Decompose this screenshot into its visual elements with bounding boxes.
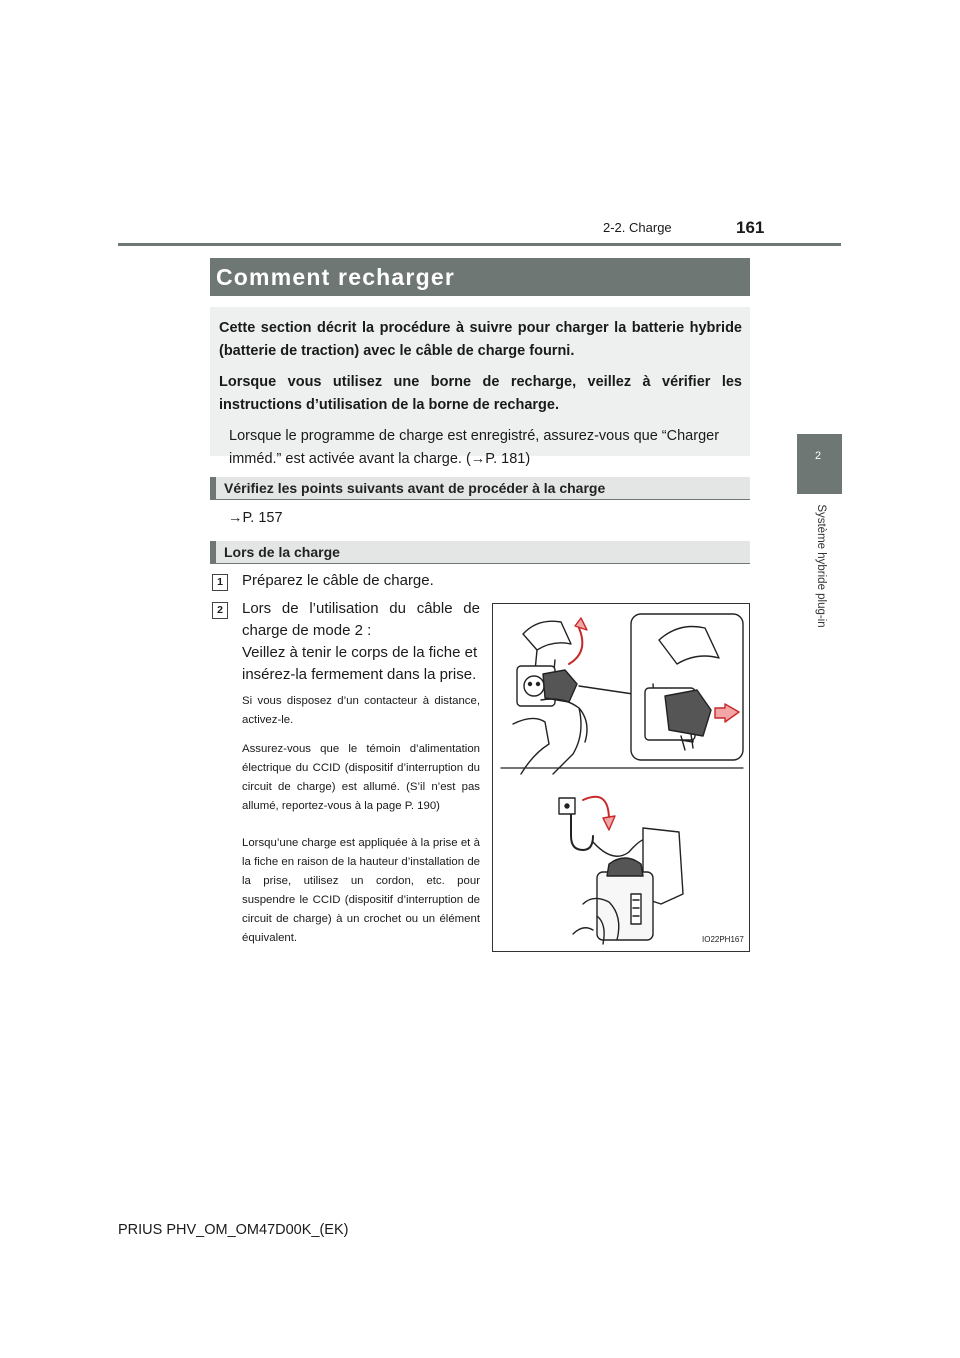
page-reference-link[interactable]: →P. 157 <box>228 510 283 526</box>
figure-code: IO22PH167 <box>702 935 744 944</box>
note-ccid-indicator: Assurez-vous que le témoin d’alimentation électrique du CCID (dispositif d’interruption du circuit de charge) est allumé. (S’il n’est pas allumé, reportez-vous à la page P. 190) <box>242 743 480 812</box>
page-title: Comment recharger <box>210 258 750 296</box>
note-remote-switch: Si vous disposez d’un contacteur à distance, activez-le. <box>242 695 480 726</box>
header-divider <box>118 243 841 246</box>
step-2-line-4: insérez-la fermement dans la prise. <box>242 666 477 683</box>
charging-illustration-drawing <box>493 604 749 951</box>
step-2-line-1: Lors de l’utilisation du câble de <box>242 600 480 617</box>
intro-paragraph-1: Cette section décrit la procédure à suivre pour charger la batterie hybride (batterie de traction) avec le câble de charge fourni. <box>219 320 742 359</box>
subsection-heading-checks: Vérifiez les points suivants avant de procéder à la charge <box>210 477 750 500</box>
document-footer: PRIUS PHV_OM_OM47D00K_(EK) <box>118 1222 349 1238</box>
step-1-text: Préparez le câble de charge. <box>242 572 434 589</box>
section-reference: 2-2. Charge <box>603 220 672 235</box>
chapter-tab-label: Système hybride plug-in <box>815 504 827 628</box>
chapter-tab-number: 2 <box>815 450 822 462</box>
intro-box <box>210 307 750 467</box>
subsection-heading-charging: Lors de la charge <box>210 541 750 564</box>
page-number: 161 <box>736 218 765 237</box>
intro-paragraph-2: Lorsque vous utilisez une borne de recharge, veillez à vérifier les instructions d’utilisation de la borne de recharge. <box>219 374 742 413</box>
intro-paragraph-3: Lorsque le programme de charge est enregistré, assurez-vous que “Charger imméd.” est activée avant la charge. (→P. 181) <box>229 428 720 467</box>
step-2-line-2: charge de mode 2 : <box>242 622 372 639</box>
charging-illustration <box>492 603 750 952</box>
step-number-1: 1 <box>212 574 228 591</box>
step-number-2: 2 <box>212 602 228 619</box>
step-2-line-3: Veillez à tenir le corps de la fiche et <box>242 644 478 661</box>
note-ccid-hook: Lorsqu’une charge est appliquée à la prise et à la fiche en raison de la hauteur d’installation de la prise, utilisez un cordon, etc. pour suspendre le CCID (dispositif d’interruption de circuit de charge) à un crochet ou un élément équivalent. <box>242 837 480 944</box>
